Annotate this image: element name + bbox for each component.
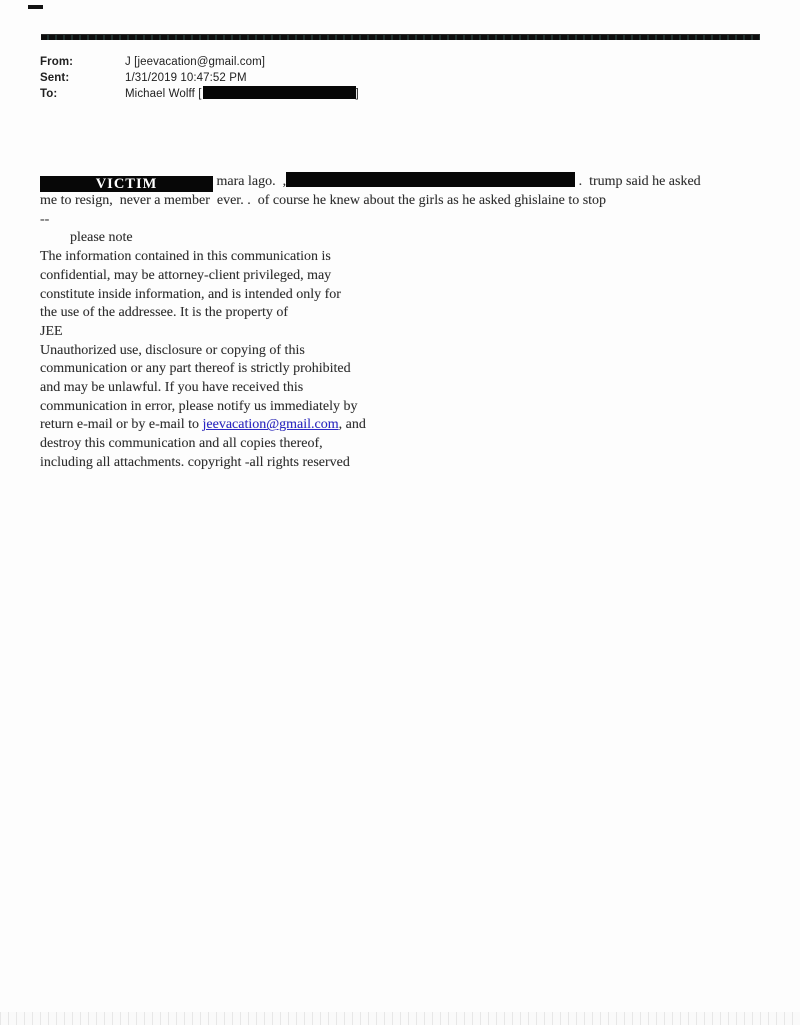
- notice-line-with-link: [40, 416, 760, 435]
- link-line-pre: return e-mail or by e-mail to: [40, 417, 203, 433]
- signature-dashes: --: [40, 211, 50, 227]
- body-line-1: [40, 172, 760, 192]
- to-value-prefix: Michael Wolff [: [125, 88, 202, 100]
- redaction-box-victim: VICTIM: [40, 176, 213, 192]
- to-value: [125, 86, 359, 102]
- sent-value: 1/31/2019 10:47:52 PM: [125, 72, 247, 84]
- please-note-line: please note: [70, 230, 133, 246]
- link-line-post: , and: [338, 417, 366, 433]
- body-line-1-end: . trump said he asked: [575, 174, 701, 189]
- notice-line: communication in error, please notify us immediately by: [40, 398, 358, 414]
- notice-line: and may be unlawful. If you have received this: [40, 380, 304, 396]
- notice-line: confidential, may be attorney-client privileged, may: [40, 267, 332, 283]
- from-label: From:: [40, 56, 74, 68]
- email-header: [40, 54, 359, 102]
- sent-label: Sent:: [40, 72, 70, 84]
- scan-perforation-strip: [0, 1012, 800, 1025]
- redaction-box-to-address: [203, 86, 356, 99]
- to-label: To:: [40, 88, 58, 100]
- body-line-1-mid: mara lago. ,: [213, 174, 287, 189]
- from-value: J [jeevacation@gmail.com]: [125, 56, 266, 68]
- notice-line: The information contained in this communication is: [40, 249, 331, 265]
- notice-line: JEE: [40, 323, 63, 339]
- email-body: [40, 172, 760, 473]
- notice-line: destroy this communication and all copies thereof,: [40, 436, 323, 452]
- jeevacation-email-link[interactable]: jeevacation@gmail.com: [202, 417, 339, 433]
- notice-line: including all attachments. copyright -all rights reserved: [40, 454, 350, 470]
- header-row-sent: [40, 70, 359, 86]
- notice-line: communication or any part thereof is strictly prohibited: [40, 361, 351, 377]
- header-row-from: [40, 54, 359, 70]
- header-row-to: [40, 86, 359, 102]
- notice-line: Unauthorized use, disclosure or copying of this: [40, 342, 305, 358]
- redaction-box-inline: [286, 172, 575, 187]
- notice-line: constitute inside information, and is intended only for: [40, 286, 341, 302]
- header-divider-rule: [41, 34, 760, 40]
- scan-artifact-dash: [28, 5, 43, 9]
- to-value-suffix: ]: [355, 88, 359, 100]
- body-line-2: me to resign, never a member ever. . of course he knew about the girls as he asked ghislaine to stop: [40, 193, 607, 208]
- notice-line: the use of the addressee. It is the property of: [40, 305, 289, 321]
